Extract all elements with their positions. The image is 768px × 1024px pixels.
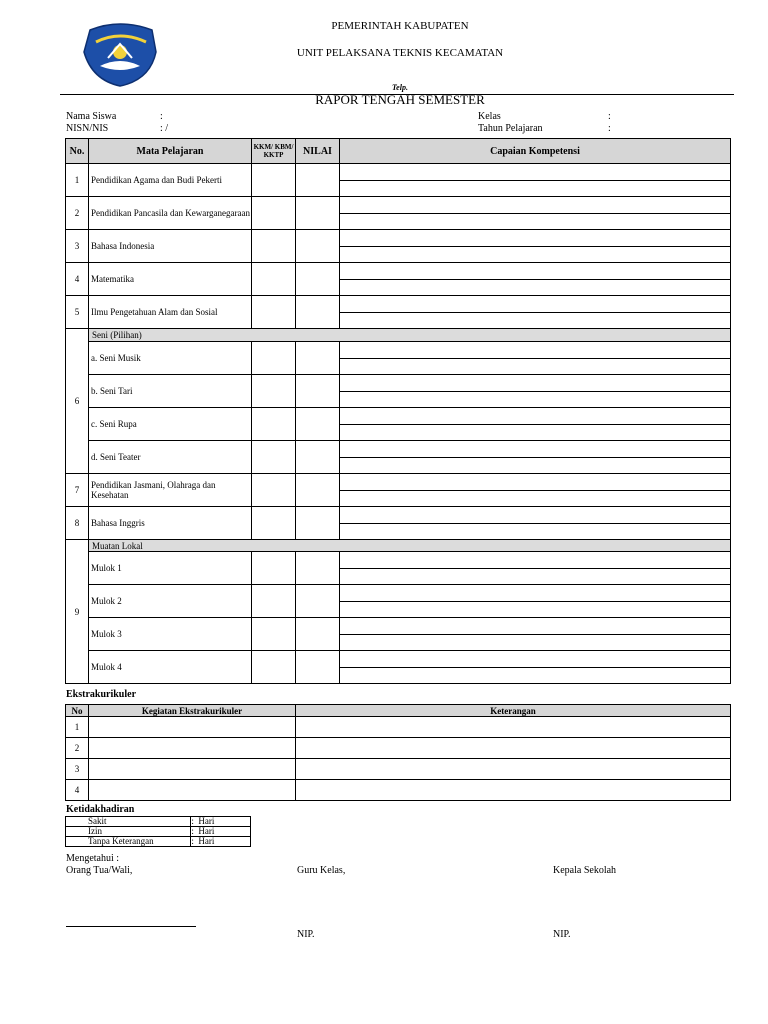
row-no: 2	[66, 738, 89, 759]
attendance-label: Sakit	[66, 817, 191, 827]
row-no: 4	[66, 263, 89, 296]
table-row	[66, 296, 731, 329]
subject-name: Pendidikan Pancasila dan Kewarganegaraan	[89, 197, 252, 230]
ortu-signature-line	[66, 926, 196, 927]
table-row	[66, 507, 731, 540]
nilai-cell[interactable]	[296, 441, 340, 474]
capaian-cell[interactable]	[340, 197, 731, 230]
keterangan-cell[interactable]	[296, 738, 731, 759]
row-no: 1	[66, 717, 89, 738]
kkm-cell[interactable]	[252, 441, 296, 474]
row-no: 4	[66, 780, 89, 801]
row-no: 2	[66, 197, 89, 230]
extracurricular-table	[65, 704, 731, 801]
subject-name: Mulok 3	[89, 618, 252, 651]
kkm-cell[interactable]	[252, 164, 296, 197]
guru-label: Guru Kelas,	[297, 865, 346, 876]
nilai-cell[interactable]	[296, 408, 340, 441]
capaian-cell[interactable]	[340, 375, 731, 408]
kkm-cell[interactable]	[252, 474, 296, 507]
grades-table	[65, 138, 731, 684]
mulok-section-label: Muatan Lokal	[89, 540, 731, 552]
table-row	[66, 618, 731, 651]
capaian-cell[interactable]	[340, 474, 731, 507]
nama-siswa-field[interactable]: :	[160, 111, 163, 122]
col-header-keterangan: Keterangan	[296, 705, 731, 717]
nisn-label: NISN/NIS	[66, 123, 109, 134]
kegiatan-cell[interactable]	[89, 759, 296, 780]
table-row	[66, 164, 731, 197]
table-row	[66, 474, 731, 507]
subject-name: Bahasa Inggris	[89, 507, 252, 540]
capaian-cell[interactable]	[340, 164, 731, 197]
kepsek-label: Kepala Sekolah	[553, 865, 617, 876]
mengetahui-label: Mengetahui :	[66, 853, 120, 864]
mulok-section-row	[66, 540, 731, 552]
kkm-cell[interactable]	[252, 585, 296, 618]
row-no: 9	[66, 540, 89, 684]
attendance-row	[66, 837, 251, 847]
nilai-cell[interactable]	[296, 296, 340, 329]
capaian-cell[interactable]	[340, 230, 731, 263]
header-unit: UNIT PELAKSANA TEKNIS KECAMATAN	[296, 47, 504, 59]
nisn-field[interactable]: : /	[160, 123, 169, 134]
nilai-cell[interactable]	[296, 585, 340, 618]
kegiatan-cell[interactable]	[89, 738, 296, 759]
subject-name: Pendidikan Agama dan Budi Pekerti	[89, 164, 252, 197]
row-no: 6	[66, 329, 89, 474]
kkm-cell[interactable]	[252, 618, 296, 651]
row-no: 3	[66, 759, 89, 780]
header-government: PEMERINTAH KABUPATEN	[331, 20, 469, 32]
capaian-cell[interactable]	[340, 552, 731, 585]
table-row	[66, 441, 731, 474]
seni-section-row	[66, 329, 731, 342]
subject-name: b. Seni Tari	[89, 375, 252, 408]
table-row	[66, 408, 731, 441]
kkm-cell[interactable]	[252, 296, 296, 329]
nama-siswa-label: Nama Siswa	[66, 111, 117, 122]
attendance-row	[66, 817, 251, 827]
capaian-cell[interactable]	[340, 296, 731, 329]
capaian-cell[interactable]	[340, 507, 731, 540]
nilai-cell[interactable]	[296, 474, 340, 507]
keterangan-cell[interactable]	[296, 759, 731, 780]
table-row	[66, 375, 731, 408]
attendance-row	[66, 827, 251, 837]
nilai-cell[interactable]	[296, 263, 340, 296]
capaian-cell[interactable]	[340, 618, 731, 651]
col-header-no: No	[66, 705, 89, 717]
kegiatan-cell[interactable]	[89, 780, 296, 801]
table-row	[66, 552, 731, 585]
subject-name: d. Seni Teater	[89, 441, 252, 474]
tahun-field[interactable]: :	[608, 123, 611, 134]
table-row	[66, 738, 731, 759]
attendance-value[interactable]: : Hari	[191, 827, 251, 837]
nilai-cell[interactable]	[296, 164, 340, 197]
table-row	[66, 717, 731, 738]
subject-name: Pendidikan Jasmani, Olahraga dan Kesehatan	[89, 474, 252, 507]
nilai-cell[interactable]	[296, 618, 340, 651]
ekstrakurikuler-label: Ekstrakurikuler	[66, 689, 137, 700]
subject-name: a. Seni Musik	[89, 342, 252, 375]
keterangan-cell[interactable]	[296, 717, 731, 738]
subject-name: Mulok 4	[89, 651, 252, 684]
nip-guru: NIP.	[297, 929, 315, 940]
table-row	[66, 342, 731, 375]
kkm-cell[interactable]	[252, 230, 296, 263]
attendance-value[interactable]: : Hari	[191, 837, 251, 847]
table-row	[66, 780, 731, 801]
row-no: 3	[66, 230, 89, 263]
row-no: 5	[66, 296, 89, 329]
extracurricular-header-row	[66, 705, 731, 717]
capaian-cell[interactable]	[340, 408, 731, 441]
row-no: 8	[66, 507, 89, 540]
ortu-label: Orang Tua/Wali,	[66, 865, 133, 876]
attendance-label: Tanpa Keterangan	[66, 837, 191, 847]
capaian-cell[interactable]	[340, 263, 731, 296]
capaian-cell[interactable]	[340, 441, 731, 474]
table-row	[66, 230, 731, 263]
kkm-cell[interactable]	[252, 507, 296, 540]
subject-name: Mulok 2	[89, 585, 252, 618]
keterangan-cell[interactable]	[296, 780, 731, 801]
col-header-kkm: KKM/ KBM/ KKTP	[252, 139, 296, 164]
attendance-value[interactable]: : Hari	[191, 817, 251, 827]
kegiatan-cell[interactable]	[89, 717, 296, 738]
nilai-cell[interactable]	[296, 651, 340, 684]
table-row	[66, 585, 731, 618]
table-row	[66, 197, 731, 230]
nilai-cell[interactable]	[296, 552, 340, 585]
subject-name: Ilmu Pengetahuan Alam dan Sosial	[89, 296, 252, 329]
capaian-cell[interactable]	[340, 585, 731, 618]
ketidakhadiran-label: Ketidakhadiran	[66, 804, 135, 815]
nilai-cell[interactable]	[296, 197, 340, 230]
tahun-label: Tahun Pelajaran	[478, 123, 543, 134]
school-logo	[80, 22, 160, 88]
kkm-cell[interactable]	[252, 552, 296, 585]
col-header-no: No.	[66, 139, 89, 164]
seni-section-label: Seni (Pilihan)	[89, 329, 731, 342]
nip-kepsek: NIP.	[553, 929, 571, 940]
kkm-cell[interactable]	[252, 375, 296, 408]
kkm-cell[interactable]	[252, 263, 296, 296]
subject-name: Matematika	[89, 263, 252, 296]
table-row	[66, 263, 731, 296]
row-no: 7	[66, 474, 89, 507]
subject-name: c. Seni Rupa	[89, 408, 252, 441]
row-no: 1	[66, 164, 89, 197]
nilai-cell[interactable]	[296, 230, 340, 263]
attendance-label: Izin	[66, 827, 191, 837]
col-header-subject: Mata Pelajaran	[89, 139, 252, 164]
header-telp: Telp.	[392, 83, 408, 92]
table-row	[66, 759, 731, 780]
col-header-capaian: Capaian Kompetensi	[340, 139, 731, 164]
kelas-label: Kelas	[478, 111, 501, 122]
page-title: RAPOR TENGAH SEMESTER	[315, 92, 485, 107]
kkm-cell[interactable]	[252, 197, 296, 230]
nilai-cell[interactable]	[296, 507, 340, 540]
grades-header-row	[66, 139, 731, 164]
capaian-cell[interactable]	[340, 342, 731, 375]
col-header-nilai: NILAI	[296, 139, 340, 164]
subject-name: Bahasa Indonesia	[89, 230, 252, 263]
kkm-cell[interactable]	[252, 651, 296, 684]
subject-name: Mulok 1	[89, 552, 252, 585]
table-row	[66, 651, 731, 684]
kkm-cell[interactable]	[252, 408, 296, 441]
attendance-table	[65, 816, 251, 847]
nilai-cell[interactable]	[296, 375, 340, 408]
kelas-field[interactable]: :	[608, 111, 611, 122]
col-header-kegiatan: Kegiatan Ekstrakurikuler	[89, 705, 296, 717]
capaian-cell[interactable]	[340, 651, 731, 684]
nilai-cell[interactable]	[296, 342, 340, 375]
kkm-cell[interactable]	[252, 342, 296, 375]
